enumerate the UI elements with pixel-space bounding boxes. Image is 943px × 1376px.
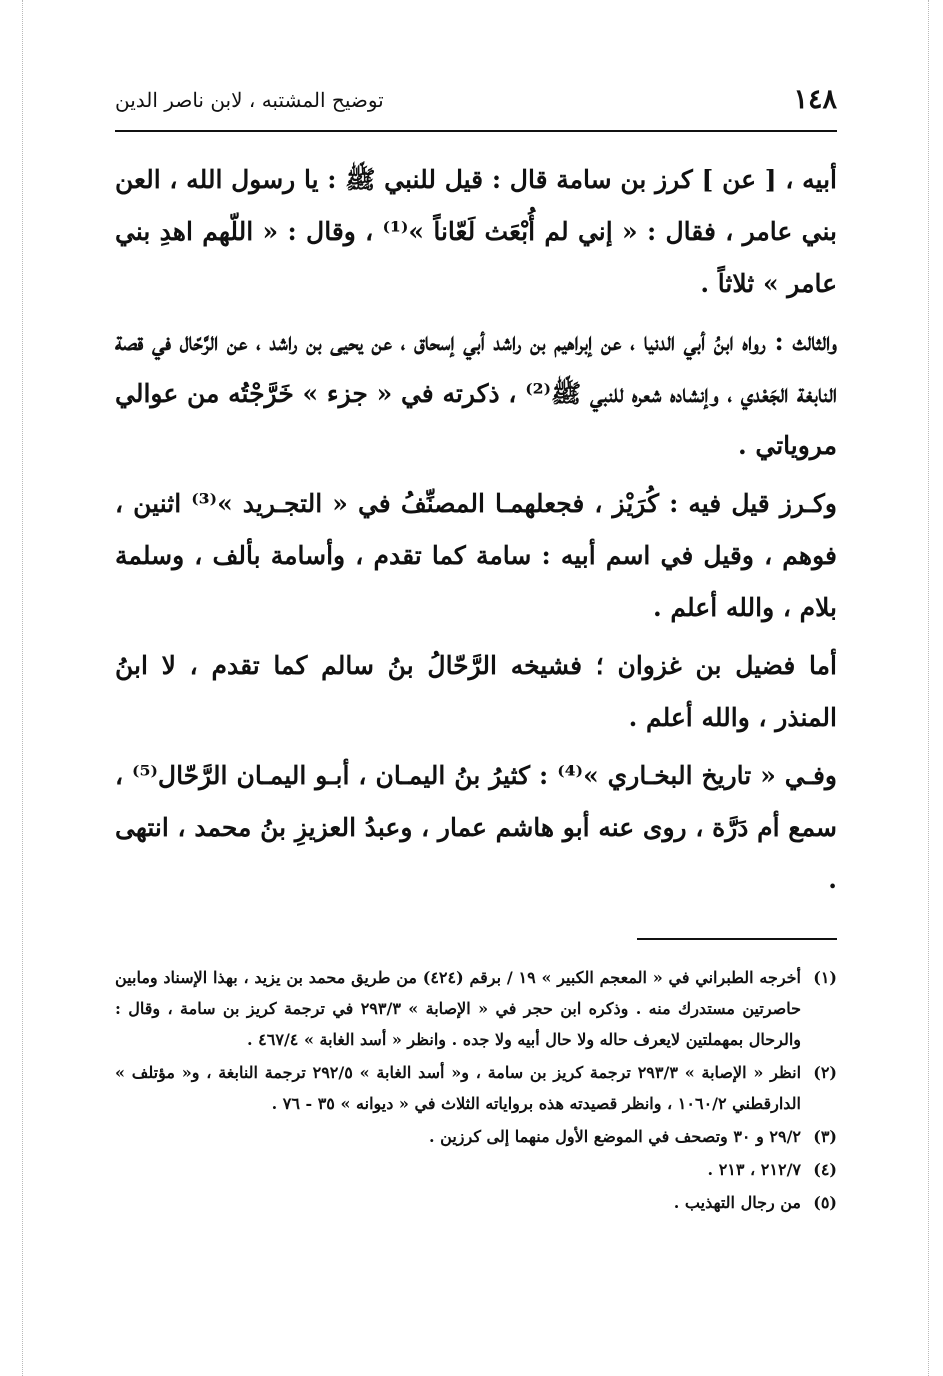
paragraph: والثالث : رواه ابنُ أبي الدنيا ، عن إبراهيم بن راشد أبي إسحاق ، عن يحيى بن راشد ، عن الرَّحّال في قصة النابغة الجَعْدي ، وإنشاده شعره للنبي ﷺ⁽²⁾ ، ذكرته في « جزء » خَرَّجْتُه من عوالي مروياتي . <box>115 327 837 460</box>
footnote-text: انظر « الإصابة » ٢٩٣/٣ ترجمة كريز بن سامة ، و« أسد الغابة » ٢٩٢/٥ ترجمة النابغة ، و« مؤتلف » الدارقطني ١٠٦٠/٢ ، وانظر قصيدته هذه برواياته الثلاث في « ديوانه » ٣٥ - ٧٦ . <box>115 1063 802 1113</box>
paragraph: أما فضيل بن غزوان ؛ فشيخه الرَّحّالُ بنُ سالم كما تقدم ، لا ابنُ المنذر ، والله أعلم . <box>115 651 837 732</box>
footnote-separator <box>637 938 837 940</box>
footnote-number: (٤) <box>813 1160 837 1179</box>
paragraph: وكـرز قيل فيه : كُرَيْز ، فجعلهمـا المصنِّفُ في « التجـريد »⁽³⁾ اثنين ، فوهم ، وقيل في اسم أبيه : سامة كما تقدم ، وأسامة بألف ، وسلمة بلام ، والله أعلم . <box>115 489 837 622</box>
page-number: ١٤٨ <box>793 84 837 115</box>
footnotes <box>115 962 837 1218</box>
scan-edge-left <box>22 0 23 1376</box>
running-title: توضيح المشتبه ، لابن ناصر الدين <box>115 88 384 112</box>
main-text <box>115 154 837 906</box>
book-page <box>115 80 837 1220</box>
footnote <box>115 1154 837 1185</box>
footnote <box>115 1187 837 1218</box>
footnote-number: (٣) <box>813 1127 837 1146</box>
footnote-number: (٢) <box>813 1063 837 1082</box>
page-header <box>115 80 837 132</box>
paragraph: أبيه ، [ عن ] كرز بن سامة قال : قيل للنبي ﷺ : يا رسول الله ، العن بني عامر ، فقال : « إني لم أُبْعَث لَعّاناً »⁽¹⁾ ، وقال : « اللّهم اهدِ بني عامر » ثلاثاً . <box>115 165 837 298</box>
footnote-text: ٢١٢/٧ ، ٢١٣ . <box>707 1160 801 1179</box>
footnote-text: ٢٩/٢ و ٣٠ وتصحف في الموضع الأول منهما إلى كرزين . <box>429 1127 801 1146</box>
footnote-text: من رجال التهذيب . <box>673 1193 801 1212</box>
footnote <box>115 962 837 1055</box>
footnote-text: أخرجه الطبراني في « المعجم الكبير » ١٩ / برقم (٤٢٤) من طريق محمد بن يزيد ، بهذا الإسناد ومابين حاصرتين مستدرك منه . وذكره ابن حجر في « الإصابة » ٢٩٣/٣ في ترجمة كريز بن سامة ، وقال : والرحال بمهملتين لايعرف حاله ولا حال أبيه ولا جده . وانظر « أسد الغابة » ٤٦٧/٤ . <box>115 968 802 1049</box>
footnote-number: (١) <box>813 968 837 987</box>
footnote <box>115 1121 837 1152</box>
footnote <box>115 1057 837 1119</box>
paragraph: وفـي « تاريخ البخـاري »⁽⁴⁾ : كثيرُ بنُ اليمـان ، أبـو اليمـان الرَّحّال⁽⁵⁾ ، سمع أم دَرَّة ، روى عنه أبو هاشم عمار ، وعبدُ العزيزِ بنُ محمد ، انتهى . <box>115 761 837 894</box>
footnote-number: (٥) <box>813 1193 837 1212</box>
scan-edge-right <box>928 0 929 1376</box>
